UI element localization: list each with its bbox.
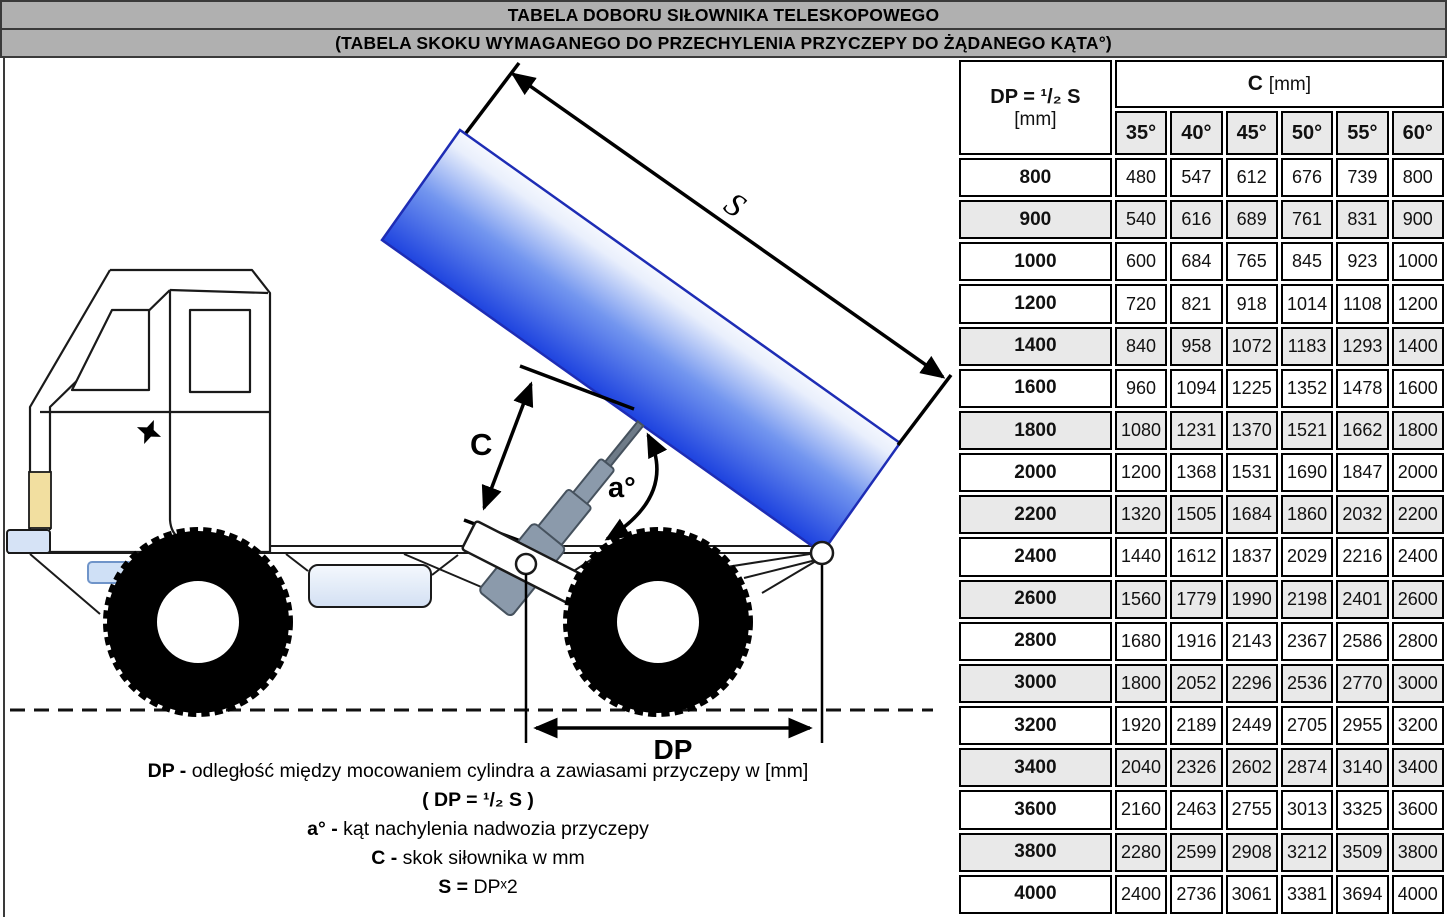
stroke-value: 2449	[1226, 706, 1278, 745]
stroke-value: 1200	[1115, 453, 1167, 492]
table-row	[959, 875, 1444, 914]
table-row	[959, 706, 1444, 745]
table-row	[959, 790, 1444, 829]
c-dimension-label: C	[470, 427, 493, 462]
stroke-value: 2296	[1226, 664, 1278, 703]
stroke-value: 1779	[1170, 580, 1222, 619]
stroke-value: 2755	[1226, 790, 1278, 829]
dp-value: 4000	[959, 875, 1112, 914]
stroke-value: 1990	[1226, 580, 1278, 619]
stroke-value: 2189	[1170, 706, 1222, 745]
stroke-value: 2874	[1281, 748, 1333, 787]
table-row	[959, 242, 1444, 281]
table-row	[959, 833, 1444, 872]
legend-line-formula: ( DP = ¹/₂ S )	[422, 789, 534, 811]
stroke-value: 3600	[1392, 790, 1444, 829]
dp-value: 800	[959, 158, 1112, 197]
stroke-value: 960	[1115, 369, 1167, 408]
dp-value: 2000	[959, 453, 1112, 492]
dp-value: 2200	[959, 495, 1112, 534]
dp-value: 2400	[959, 537, 1112, 576]
stroke-value: 2908	[1226, 833, 1278, 872]
stroke-value: 616	[1170, 200, 1222, 239]
stroke-value: 1200	[1392, 284, 1444, 323]
stroke-value: 3000	[1392, 664, 1444, 703]
side-window	[190, 310, 250, 392]
angle-header: 60°	[1392, 111, 1444, 155]
stroke-value: 2955	[1336, 706, 1388, 745]
table-body	[959, 158, 1444, 914]
dp-header-cell	[959, 60, 1112, 155]
stroke-value: 1531	[1226, 453, 1278, 492]
stroke-value: 3509	[1336, 833, 1388, 872]
stroke-value: 2600	[1392, 580, 1444, 619]
table-row	[959, 537, 1444, 576]
stroke-value: 1293	[1336, 327, 1388, 366]
angle-header: 40°	[1170, 111, 1222, 155]
stroke-value: 547	[1170, 158, 1222, 197]
stroke-value: 1108	[1336, 284, 1388, 323]
stroke-value: 840	[1115, 327, 1167, 366]
stroke-value: 1014	[1281, 284, 1333, 323]
stroke-value: 2401	[1336, 580, 1388, 619]
stroke-value: 3400	[1392, 748, 1444, 787]
stroke-value: 3325	[1336, 790, 1388, 829]
stroke-value: 1916	[1170, 622, 1222, 661]
stroke-value: 765	[1226, 242, 1278, 281]
stroke-value: 1690	[1281, 453, 1333, 492]
stroke-value: 1368	[1170, 453, 1222, 492]
stroke-value: 958	[1170, 327, 1222, 366]
stroke-value: 900	[1392, 200, 1444, 239]
dp-value: 3400	[959, 748, 1112, 787]
stroke-value: 1352	[1281, 369, 1333, 408]
stroke-value: 2200	[1392, 495, 1444, 534]
stroke-value: 612	[1226, 158, 1278, 197]
dp-dimension-label: DP	[653, 734, 693, 765]
dp-value: 900	[959, 200, 1112, 239]
stroke-value: 1370	[1226, 411, 1278, 450]
dp-header-formula: DP = ¹/₂ S	[990, 86, 1081, 108]
title-line2: (TABELA SKOKU WYMAGANEGO DO PRZECHYLENIA PRZYCZEPY DO ŻĄDANEGO KĄTA°)	[335, 32, 1112, 53]
stroke-value: 845	[1281, 242, 1333, 281]
fuel-tank	[309, 565, 431, 607]
stroke-value: 2770	[1336, 664, 1388, 703]
c-header-cell	[1115, 60, 1444, 108]
dp-value: 2800	[959, 622, 1112, 661]
angle-header: 35°	[1115, 111, 1167, 155]
stroke-value: 2216	[1336, 537, 1388, 576]
stroke-value: 676	[1281, 158, 1333, 197]
truck-diagram	[0, 57, 956, 917]
title-line1: TABELA DOBORU SIŁOWNIKA TELESKOPOWEGO	[507, 4, 940, 25]
stroke-table	[956, 57, 1447, 917]
stroke-value: 1662	[1336, 411, 1388, 450]
dp-value: 1000	[959, 242, 1112, 281]
stroke-value: 2032	[1336, 495, 1388, 534]
table-row	[959, 200, 1444, 239]
title-bar-sub	[0, 28, 1447, 58]
s-dimension-label: S	[717, 186, 752, 226]
dp-value: 1800	[959, 411, 1112, 450]
stroke-value: 918	[1226, 284, 1278, 323]
stroke-value: 2000	[1392, 453, 1444, 492]
stroke-value: 1684	[1226, 495, 1278, 534]
stroke-value: 1440	[1115, 537, 1167, 576]
stroke-value: 800	[1392, 158, 1444, 197]
angle-header: 45°	[1226, 111, 1278, 155]
stroke-value: 2367	[1281, 622, 1333, 661]
stroke-value: 1080	[1115, 411, 1167, 450]
stroke-value: 1225	[1226, 369, 1278, 408]
stroke-value: 720	[1115, 284, 1167, 323]
stroke-value: 2400	[1392, 537, 1444, 576]
hinge-pivot	[811, 542, 833, 564]
stroke-value: 3800	[1392, 833, 1444, 872]
stroke-value: 1478	[1336, 369, 1388, 408]
stroke-value: 1000	[1392, 242, 1444, 281]
legend-line-dp: DP - odległość między mocowaniem cylindra a zawiasami przyczepy w [mm]	[147, 760, 809, 782]
stroke-value: 1920	[1115, 706, 1167, 745]
selection-table	[956, 57, 1447, 917]
dp-header-unit: [mm]	[1014, 109, 1057, 130]
stroke-value: 684	[1170, 242, 1222, 281]
stroke-value: 2599	[1170, 833, 1222, 872]
stroke-value: 600	[1115, 242, 1167, 281]
stroke-value: 1860	[1281, 495, 1333, 534]
stroke-value: 3013	[1281, 790, 1333, 829]
stroke-value: 2586	[1336, 622, 1388, 661]
stroke-value: 1837	[1226, 537, 1278, 576]
stroke-value: 2052	[1170, 664, 1222, 703]
table-row	[959, 580, 1444, 619]
stroke-value: 1800	[1392, 411, 1444, 450]
front-wheel	[108, 532, 288, 712]
legend-line-c: C - skok siłownika w mm	[371, 847, 585, 869]
stroke-value: 3061	[1226, 875, 1278, 914]
stroke-value: 1612	[1170, 537, 1222, 576]
stroke-value: 3381	[1281, 875, 1333, 914]
stroke-value: 1560	[1115, 580, 1167, 619]
dp-value: 1400	[959, 327, 1112, 366]
stroke-value: 821	[1170, 284, 1222, 323]
stroke-value: 1183	[1281, 327, 1333, 366]
table-row	[959, 495, 1444, 534]
stroke-value: 2463	[1170, 790, 1222, 829]
table-row	[959, 327, 1444, 366]
exhaust-stack	[29, 472, 51, 528]
angle-header: 50°	[1281, 111, 1333, 155]
stroke-value: 480	[1115, 158, 1167, 197]
stroke-value: 2536	[1281, 664, 1333, 703]
title-bar-main	[0, 0, 1447, 30]
table-row	[959, 664, 1444, 703]
stroke-value: 2800	[1392, 622, 1444, 661]
legend-line-s: S = DPˣ2	[438, 876, 518, 898]
stroke-value: 1400	[1392, 327, 1444, 366]
stroke-value: 1505	[1170, 495, 1222, 534]
dp-value: 2600	[959, 580, 1112, 619]
stroke-value: 2736	[1170, 875, 1222, 914]
rear-wheel	[568, 532, 748, 712]
stroke-value: 689	[1226, 200, 1278, 239]
dp-value: 1200	[959, 284, 1112, 323]
stroke-value: 831	[1336, 200, 1388, 239]
tipper-bed	[382, 130, 900, 553]
stroke-value: 2602	[1226, 748, 1278, 787]
c-header-label: C	[1247, 72, 1263, 95]
stroke-value: 2400	[1115, 875, 1167, 914]
stroke-value: 761	[1281, 200, 1333, 239]
stroke-value: 1320	[1115, 495, 1167, 534]
stroke-value: 2705	[1281, 706, 1333, 745]
stroke-value: 1521	[1281, 411, 1333, 450]
stroke-value: 1847	[1336, 453, 1388, 492]
stroke-value: 1094	[1170, 369, 1222, 408]
legend	[0, 757, 956, 902]
stroke-value: 2029	[1281, 537, 1333, 576]
dp-value: 1600	[959, 369, 1112, 408]
stroke-value: 2143	[1226, 622, 1278, 661]
stroke-value: 2040	[1115, 748, 1167, 787]
table-row	[959, 158, 1444, 197]
stroke-value: 1231	[1170, 411, 1222, 450]
stroke-value: 2160	[1115, 790, 1167, 829]
stroke-value: 2198	[1281, 580, 1333, 619]
table-row	[959, 453, 1444, 492]
table-row	[959, 284, 1444, 323]
stroke-value: 1680	[1115, 622, 1167, 661]
stroke-value: 1072	[1226, 327, 1278, 366]
dp-value: 3200	[959, 706, 1112, 745]
angle-header: 55°	[1336, 111, 1388, 155]
stroke-value: 3140	[1336, 748, 1388, 787]
stroke-value: 2326	[1170, 748, 1222, 787]
stroke-value: 3212	[1281, 833, 1333, 872]
stroke-value: 4000	[1392, 875, 1444, 914]
table-row	[959, 622, 1444, 661]
table-row	[959, 411, 1444, 450]
stroke-value: 1600	[1392, 369, 1444, 408]
stroke-value: 1800	[1115, 664, 1167, 703]
table-row	[959, 369, 1444, 408]
stroke-value: 923	[1336, 242, 1388, 281]
c-header-unit: [mm]	[1268, 74, 1312, 95]
angle-label: a°	[608, 472, 636, 504]
stroke-value: 540	[1115, 200, 1167, 239]
stroke-value: 2280	[1115, 833, 1167, 872]
truck-cab	[30, 270, 270, 552]
dp-value: 3600	[959, 790, 1112, 829]
stroke-value: 3200	[1392, 706, 1444, 745]
table-row	[959, 748, 1444, 787]
front-bumper	[7, 530, 50, 553]
dp-value: 3800	[959, 833, 1112, 872]
cylinder-pivot	[516, 554, 536, 574]
stroke-value: 3694	[1336, 875, 1388, 914]
dp-value: 3000	[959, 664, 1112, 703]
legend-line-angle: a° - kąt nachylenia nadwozia przyczepy	[307, 818, 649, 840]
stroke-value: 739	[1336, 158, 1388, 197]
